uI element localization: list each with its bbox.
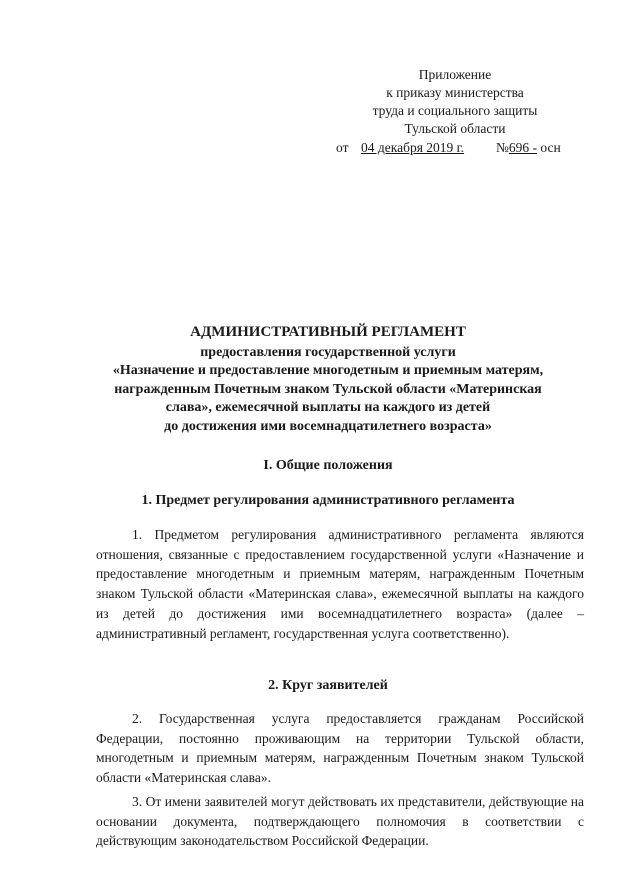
subsection-heading-subject: 1. Предмет регулирования административного регламента <box>141 493 515 508</box>
title-line-4: награжденным Почетным знаком Тульской области «Материнская <box>114 381 542 397</box>
paragraph-1-text: 1. Предметом регулирования административного регламента являются отношения, связанные с предоставлением государственной услуги «Назначение и предоставление многодетным и приемным матерям, награжденным Почетным знаком Тульской области «Материнская слава», ежемесячной выплаты на каждого из детей до достижения ими восемнадцатилетнего возраста» (далее – административный регламент, государственная услуга соответственно). <box>96 527 584 641</box>
approval-date-line <box>330 139 580 157</box>
number-suffix: осн <box>537 140 561 155</box>
approval-line-2: к приказу министерства <box>386 85 524 100</box>
section-heading-general: I. Общие положения <box>263 458 393 473</box>
approval-stamp <box>330 66 580 157</box>
paragraph-3-text: 3. От имени заявителей могут действовать их представители, действующие на основании документа, подтверждающего полномочия в соответствии с действующим законодательством Российской Федерации. <box>96 794 584 849</box>
title-main: АДМИНИСТРАТИВНЫЙ РЕГЛАМЕНТ <box>190 324 466 340</box>
order-number <box>496 139 561 157</box>
title-line-2: предоставления государственной услуги <box>200 344 456 360</box>
section-heading-applicants: 2. Круг заявителей <box>268 678 388 693</box>
paragraph-1 <box>96 525 584 643</box>
approval-line-3: труда и социального защиты <box>372 103 538 118</box>
title-line-6: до достижения ими восемнадцатилетнего возраста» <box>164 418 492 434</box>
from-label: от <box>336 140 349 155</box>
paragraph-3 <box>96 792 584 851</box>
title-line-5: слава», ежемесячной выплаты на каждого из детей <box>165 400 491 415</box>
document-title <box>88 323 568 436</box>
title-line-3: «Назначение и предоставление многодетным и приемным матерям, <box>112 363 544 378</box>
approval-line-1: Приложение <box>418 67 492 82</box>
number-prefix: № <box>496 140 509 155</box>
number-value: 696 - <box>508 140 538 155</box>
paragraph-2-text: 2. Государственная услуга предоставляется гражданам Российской Федерации, постоянно проживающим на территории Тульской области, многодетным и приемным матерям, награжденным Почетным знаком Тульской области «Материнская слава». <box>96 711 584 786</box>
order-date: 04 декабря 2019 г. <box>361 140 465 155</box>
paragraph-2 <box>96 709 584 788</box>
approval-line-4: Тульской области <box>404 121 506 136</box>
